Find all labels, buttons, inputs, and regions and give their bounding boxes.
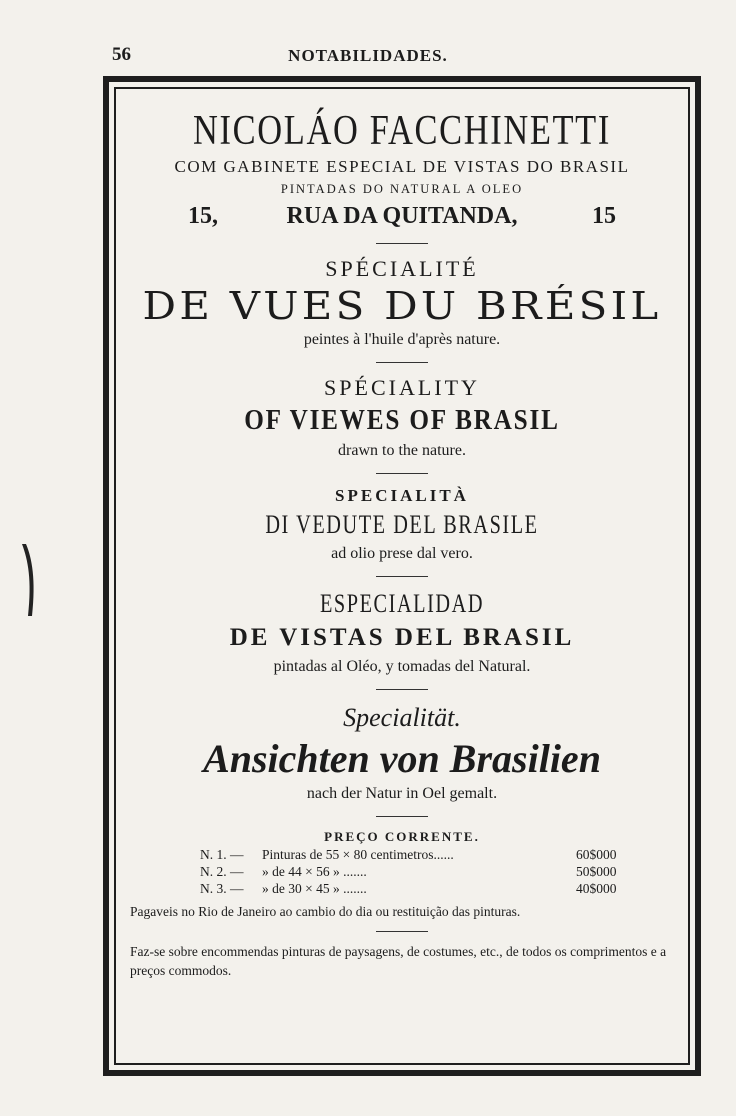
margin-mark-icon — [14, 540, 38, 620]
address-street: RUA DA QUITANDA, — [286, 203, 518, 229]
de-subheading: Ansichten von Brasilien — [203, 736, 601, 781]
address-number-left: 15, — [188, 203, 218, 229]
divider — [376, 816, 428, 817]
address-number-right: 15 — [592, 203, 616, 229]
de-heading: Specialität. — [343, 703, 461, 732]
price-row-description: Pinturas de 55 × 80 centimetros...... — [262, 847, 454, 862]
es-subheading: DE VISTAS DEL BRASIL — [229, 624, 575, 651]
price-row-description: » de 30 × 45 » ....... — [262, 881, 367, 896]
divider — [376, 243, 428, 244]
divider — [376, 689, 428, 690]
page-number: 56 — [112, 44, 131, 65]
it-description: ad olio prese dal vero. — [331, 545, 473, 562]
price-row-price: 40$000 — [576, 881, 617, 896]
es-heading: ESPECIALIDAD — [319, 589, 485, 618]
price-row-price: 50$000 — [576, 864, 617, 879]
price-row-price: 60$000 — [576, 847, 617, 862]
advertisement-frame — [103, 76, 701, 1076]
en-heading: SPÉCIALITY — [324, 375, 480, 400]
fr-heading: SPÉCIALITÉ — [325, 256, 479, 281]
it-subheading: DI VEDUTE DEL BRASILE — [265, 510, 539, 539]
divider — [376, 473, 428, 474]
divider — [376, 362, 428, 363]
address-line — [116, 199, 688, 233]
running-head — [0, 44, 736, 68]
fr-description: peintes à l'huile d'après nature. — [303, 331, 501, 348]
en-description: drawn to the nature. — [338, 442, 466, 459]
price-row — [116, 864, 688, 881]
price-row — [116, 847, 688, 864]
price-row-description: » de 44 × 56 » ....... — [262, 864, 367, 879]
pintadas-line: PINTADAS DO NATURAL A OLEO — [280, 182, 524, 196]
advertisement-content — [116, 107, 688, 980]
divider — [376, 576, 428, 577]
advertiser-name: NICOLÁO FACCHINETTI — [193, 108, 611, 154]
it-heading: SPECIALITÀ — [335, 486, 469, 505]
es-description: pintadas al Oléo, y tomadas del Natural. — [273, 658, 531, 675]
price-row-number: N. 1. — — [200, 847, 244, 862]
divider — [376, 931, 428, 932]
price-list-title: PREÇO CORRENTE. — [324, 829, 480, 844]
advertisement-inner-border — [114, 87, 690, 1065]
gabinete-line: COM GABINETE ESPECIAL DE VISTAS DO BRASIL — [174, 157, 630, 176]
running-title: NOTABILIDADES. — [288, 46, 448, 65]
de-description: nach der Natur in Oel gemalt. — [306, 785, 498, 802]
price-row-number: N. 2. — — [200, 864, 244, 879]
orders-note: Faz-se sobre encommendas pinturas de paysagens, de costumes, etc., de todos os comprimentos e a preços commodos. — [130, 944, 667, 978]
price-row — [116, 881, 688, 898]
en-subheading: OF VIEWES OF BRASIL — [244, 405, 560, 436]
price-row-number: N. 3. — — [200, 881, 244, 896]
fr-subheading: DE VUES DU BRÉSIL — [142, 284, 662, 328]
payment-note: Pagaveis no Rio de Janeiro ao cambio do dia ou restituição das pinturas. — [130, 904, 521, 919]
